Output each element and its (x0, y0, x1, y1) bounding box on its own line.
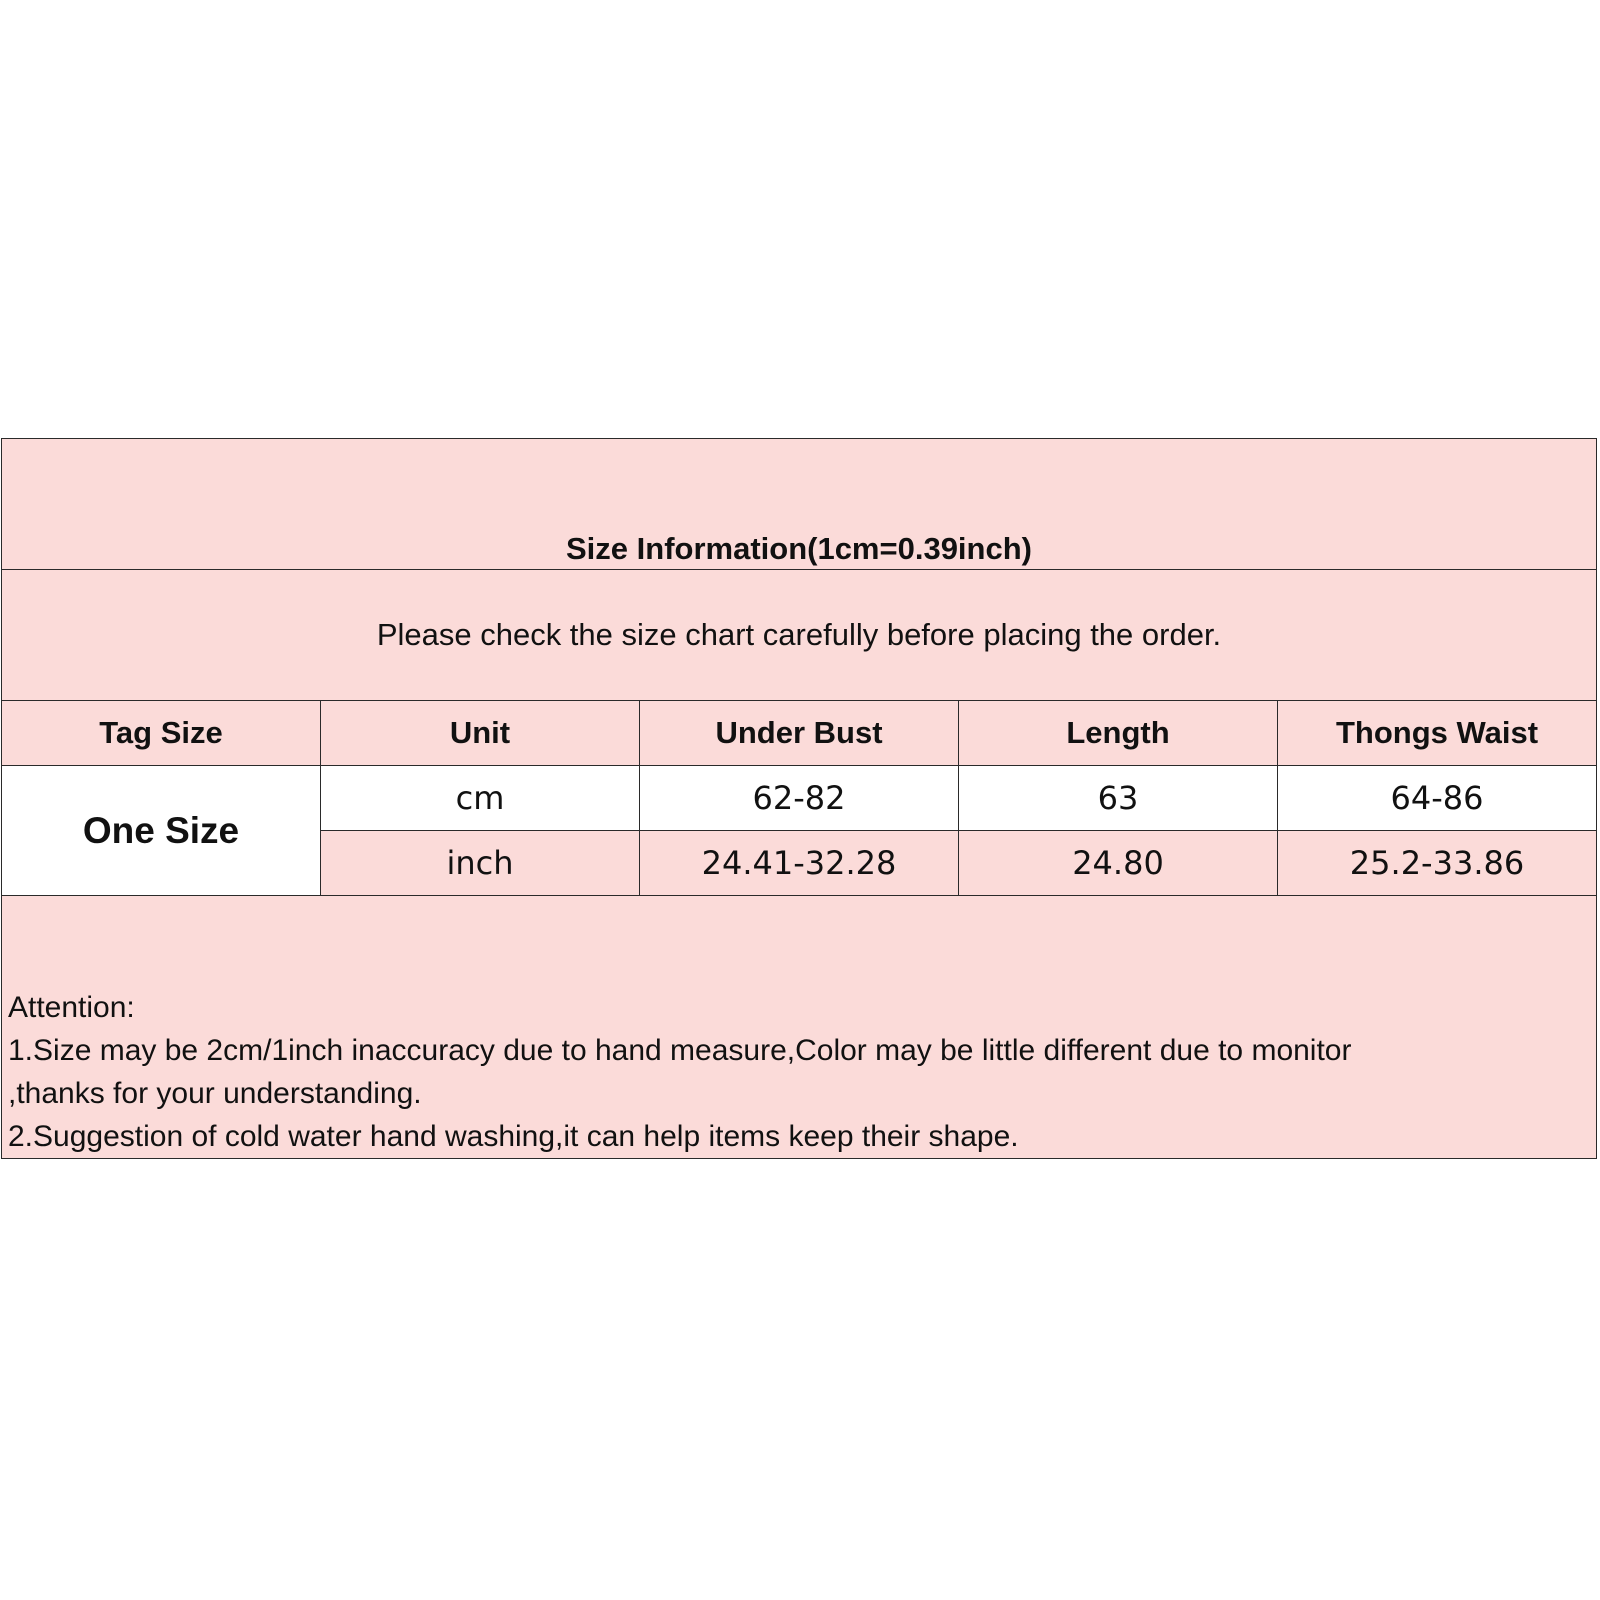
note-line-1: 1.Size may be 2cm/1inch inaccuracy due to hand measure,Color may be little different due to monitor (8, 1034, 1352, 1067)
unit-cm: cm (321, 766, 640, 831)
attention-label: Attention: (8, 991, 135, 1024)
thongs-waist-inch: 25.2-33.86 (1278, 831, 1597, 896)
notes-cell (2, 896, 1597, 1159)
unit-inch: inch (321, 831, 640, 896)
subtitle-row (2, 570, 1597, 701)
header-unit: Unit (321, 701, 640, 766)
header-row (2, 701, 1597, 766)
under-bust-inch: 24.41-32.28 (640, 831, 959, 896)
under-bust-cm: 62-82 (640, 766, 959, 831)
table-row-cm (2, 766, 1597, 831)
title-cell (2, 439, 1597, 570)
header-tag-size: Tag Size (2, 701, 321, 766)
subtitle-cell: Please check the size chart carefully before placing the order. (2, 570, 1597, 701)
title-row (2, 439, 1597, 570)
note-line-1-cont: ,thanks for your understanding. (8, 1077, 422, 1110)
length-cm: 63 (959, 766, 1278, 831)
size-table (1, 438, 1597, 1159)
header-length: Length (959, 701, 1278, 766)
notes-row (2, 896, 1597, 1159)
header-under-bust: Under Bust (640, 701, 959, 766)
size-title: Size Information(1cm=0.39inch) (566, 531, 1032, 566)
note-line-2: 2.Suggestion of cold water hand washing,it can help items keep their shape. (8, 1120, 1019, 1153)
tag-size-value: One Size (2, 766, 321, 896)
thongs-waist-cm: 64-86 (1278, 766, 1597, 831)
length-inch: 24.80 (959, 831, 1278, 896)
header-thongs-waist: Thongs Waist (1278, 701, 1597, 766)
